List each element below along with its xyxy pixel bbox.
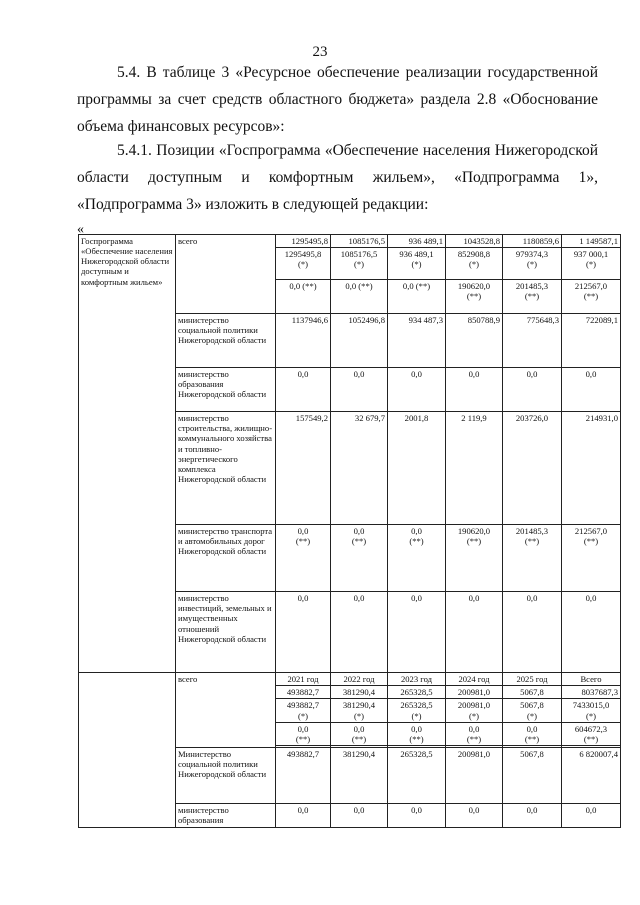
table-cell: 190620,0 (**) xyxy=(446,525,503,592)
table-cell: 979374,3 (*) xyxy=(503,248,562,280)
row-label: министерство строительства, жилищно-коммунального хозяйства и топливно-энергетического комплекса Нижегородской области xyxy=(176,412,276,525)
table-cell: 5067,8 (*) xyxy=(503,699,562,722)
opening-quote: « xyxy=(77,222,84,237)
table-cell: 212567,0 (**) xyxy=(562,525,621,592)
item-line-1: 5.4.1. Позиции «Госпрограмма «Обеспечение населения Нижегородской xyxy=(117,142,598,159)
intro-line-3: объема финансовых ресурсов»: xyxy=(77,118,285,135)
year-cell: 2021 год xyxy=(276,673,331,686)
table-row xyxy=(79,235,621,248)
table-cell: 381290,4 (*) xyxy=(331,699,388,722)
page-number: 23 xyxy=(312,44,328,60)
year-cell: 2023 год xyxy=(388,673,446,686)
table-cell: 200981,0 (*) xyxy=(446,699,503,722)
table-cell: 0,0 (**) xyxy=(276,525,331,592)
table-cell: 5067,8 xyxy=(503,747,562,803)
row-label: министерство образования xyxy=(176,803,276,827)
table-cell: 214931,0 xyxy=(562,412,621,525)
intro-paragraph xyxy=(77,59,598,140)
table-cell: 0,0 xyxy=(503,368,562,412)
row-label: министерство социальной политики Нижегородской области xyxy=(176,314,276,368)
table-cell: 934 487,3 xyxy=(388,314,446,368)
table-cell: 1295495,8 (*) xyxy=(276,248,331,280)
table-cell: 265328,5 (*) xyxy=(388,699,446,722)
table-cell: 8037687,3 xyxy=(562,686,621,699)
table-cell: 6 820007,4 xyxy=(562,747,621,803)
table-cell: 200981,0 xyxy=(446,747,503,803)
table-cell: 1180859,6 xyxy=(503,235,562,248)
table-cell: 0,0 xyxy=(276,803,331,827)
table-cell: 0,0 xyxy=(562,803,621,827)
table-cell: 0,0 xyxy=(446,368,503,412)
table-cell: 201485,3 (**) xyxy=(503,525,562,592)
table-cell: 0,0 (**) xyxy=(446,722,503,745)
table-cell: 1085176,5 (*) xyxy=(331,248,388,280)
table-cell: 852908,8 (*) xyxy=(446,248,503,280)
table-cell: 604672,3 (**) xyxy=(562,722,621,745)
total-label: всего xyxy=(176,235,276,314)
table-cell: 2001,8 xyxy=(388,412,446,525)
intro-line-1: 5.4. В таблице 3 «Ресурсное обеспечение реализации государственной xyxy=(117,64,598,81)
table-cell: 0,0 (**) xyxy=(331,280,388,314)
table-cell: 775648,3 xyxy=(503,314,562,368)
resource-table xyxy=(78,234,621,828)
table-cell: 937 000,1 (*) xyxy=(562,248,621,280)
table-cell: 493882,7 xyxy=(276,686,331,699)
table-cell: 0,0 xyxy=(562,368,621,412)
program-label-empty xyxy=(79,673,176,828)
table-cell: 0,0 xyxy=(388,803,446,827)
table-cell: 0,0 xyxy=(331,803,388,827)
table-cell: 265328,5 xyxy=(388,686,446,699)
row-label: министерство образования Нижегородской области xyxy=(176,368,276,412)
table-cell: 0,0 (**) xyxy=(388,722,446,745)
year-cell: 2025 год xyxy=(503,673,562,686)
table-cell: 32 679,7 xyxy=(331,412,388,525)
table-cell: 5067,8 xyxy=(503,686,562,699)
table-cell: 1137946,6 xyxy=(276,314,331,368)
table-cell: 201485,3 (**) xyxy=(503,280,562,314)
table-cell: 0,0 xyxy=(276,368,331,412)
table-cell: 7433015,0 (*) xyxy=(562,699,621,722)
table-cell: 493882,7 xyxy=(276,747,331,803)
table-cell: 722089,1 xyxy=(562,314,621,368)
table-cell: 1 149587,1 xyxy=(562,235,621,248)
table-cell: 0,0 (**) xyxy=(331,525,388,592)
table-cell: 1052496,8 xyxy=(331,314,388,368)
table-cell: 936 489,1 xyxy=(388,235,446,248)
intro-line-2: программы за счет средств областного бюджета» раздела 2.8 «Обоснование xyxy=(77,91,598,108)
table-cell: 0,0 (**) xyxy=(276,280,331,314)
table-cell: 381290,4 xyxy=(331,747,388,803)
item-line-2: области доступным и комфортным жильем», «Подпрограмма 1», xyxy=(77,169,598,186)
table-cell: 0,0 (**) xyxy=(503,722,562,745)
table-cell: 1043528,8 xyxy=(446,235,503,248)
table-cell: 1295495,8 xyxy=(276,235,331,248)
table-cell: 2 119,9 xyxy=(446,412,503,525)
row-label: Министерство социальной политики Нижегородской области xyxy=(176,747,276,803)
table-cell: 1085176,5 xyxy=(331,235,388,248)
item-paragraph xyxy=(77,137,598,218)
year-cell: 2022 год xyxy=(331,673,388,686)
program-label: Госпрограмма «Обеспечение населения Нижегородской области доступным и комфортным жильем» xyxy=(79,235,176,673)
table-cell: 936 489,1 (*) xyxy=(388,248,446,280)
table-cell: 0,0 (**) xyxy=(388,525,446,592)
table-cell: 0,0 (**) xyxy=(331,722,388,745)
table-cell: 190620,0 (**) xyxy=(446,280,503,314)
table-cell: 850788,9 xyxy=(446,314,503,368)
table-cell: 493882,7 (*) xyxy=(276,699,331,722)
year-cell: 2024 год xyxy=(446,673,503,686)
table-cell: 0,0 xyxy=(388,368,446,412)
table-cell: 200981,0 xyxy=(446,686,503,699)
year-cell: Всего xyxy=(562,673,621,686)
row-label: министерство инвестиций, земельных и имущественных отношений Нижегородской области xyxy=(176,592,276,673)
table-row xyxy=(79,673,621,686)
table-cell: 212567,0 (**) xyxy=(562,280,621,314)
table-cell: 0,0 xyxy=(562,592,621,673)
table-cell: 0,0 xyxy=(276,592,331,673)
item-line-3: «Подпрограмма 3» изложить в следующей редакции: xyxy=(77,196,429,213)
table-cell: 265328,5 xyxy=(388,747,446,803)
table-cell: 0,0 xyxy=(331,368,388,412)
table-cell: 381290,4 xyxy=(331,686,388,699)
table-cell: 0,0 xyxy=(503,803,562,827)
table-cell: 0,0 xyxy=(446,803,503,827)
table-cell: 0,0 (**) xyxy=(388,280,446,314)
table-cell: 0,0 (**) xyxy=(276,722,331,745)
table-cell: 0,0 xyxy=(388,592,446,673)
row-label: министерство транспорта и автомобильных дорог Нижегородской области xyxy=(176,525,276,592)
table-cell: 0,0 xyxy=(446,592,503,673)
table-cell: 203726,0 xyxy=(503,412,562,525)
table-cell: 0,0 xyxy=(331,592,388,673)
table-cell: 157549,2 xyxy=(276,412,331,525)
table-cell: 0,0 xyxy=(503,592,562,673)
total-label: всего xyxy=(176,673,276,748)
